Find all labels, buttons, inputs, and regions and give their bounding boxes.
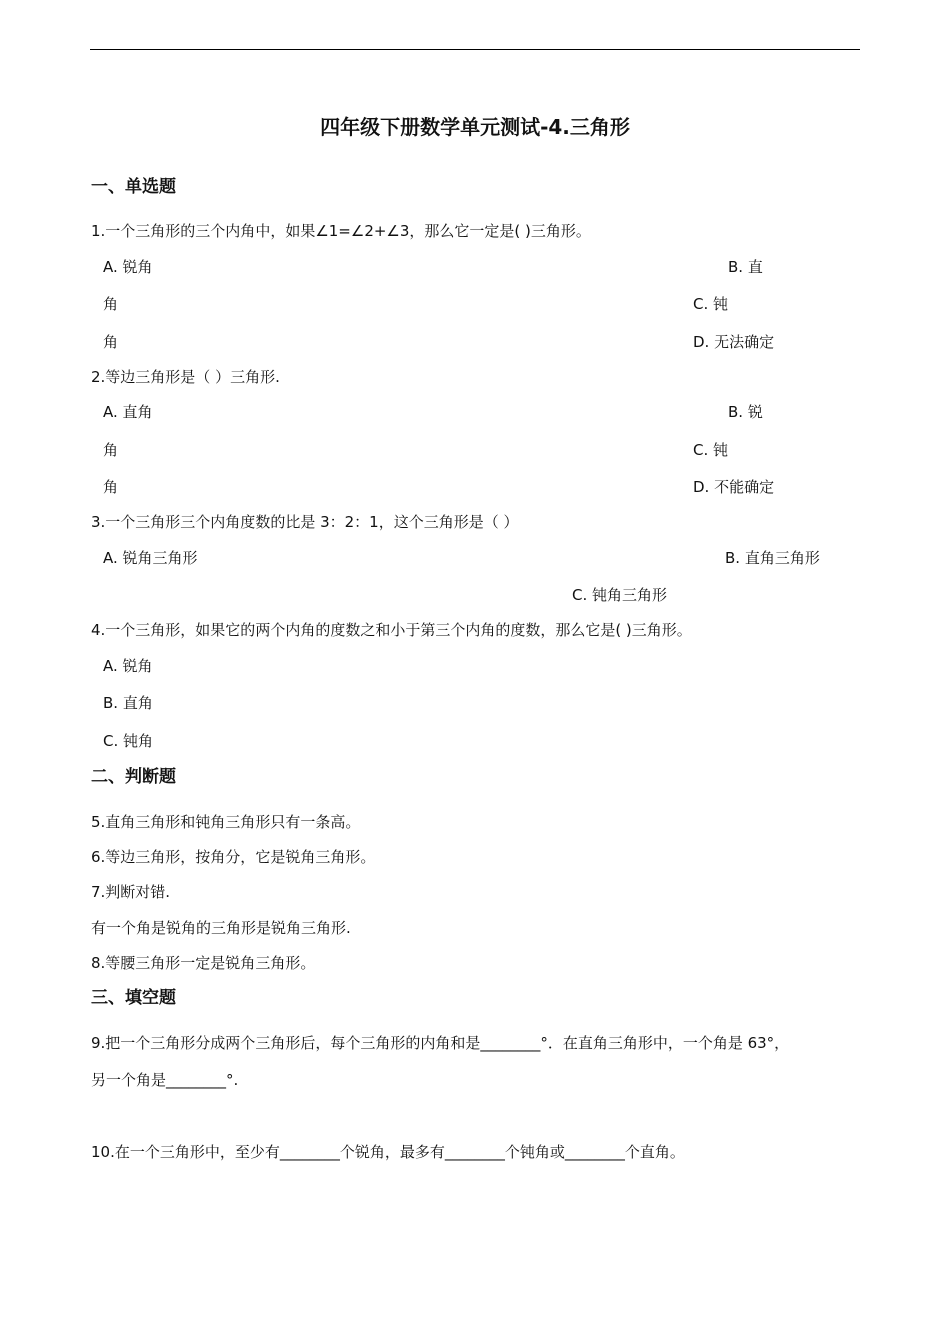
question-1-option-c[interactable]: C. 钝: [693, 295, 729, 313]
question-3-stem: 3.一个三角形三个内角度数的比是 3：2：1，这个三角形是（ ）: [91, 513, 519, 531]
question-1-option-c-wrap: 角: [103, 333, 119, 351]
header-rule: [90, 49, 860, 50]
question-2-option-c[interactable]: C. 钝: [693, 441, 729, 459]
question-9-line-2: 另一个角是________°.: [91, 1071, 239, 1089]
question-1-option-d[interactable]: D. 无法确定: [693, 333, 775, 351]
question-4-option-c[interactable]: C. 钝角: [103, 732, 154, 750]
question-3-option-a[interactable]: A. 锐角三角形: [103, 549, 198, 567]
question-2-option-a[interactable]: A. 直角: [103, 403, 153, 421]
question-7-statement: 有一个角是锐角的三角形是锐角三角形.: [91, 919, 351, 937]
question-1-option-b-wrap: 角: [103, 295, 119, 313]
question-5: 5.直角三角形和钝角三角形只有一条高。: [91, 813, 361, 831]
question-1-option-a[interactable]: A. 锐角: [103, 258, 153, 276]
question-2-option-b-wrap: 角: [103, 441, 119, 459]
question-4-option-a[interactable]: A. 锐角: [103, 657, 153, 675]
question-9-line-1: 9.把一个三角形分成两个三角形后，每个三角形的内角和是________°．在直角三角形中，一个角是 63°，: [91, 1034, 790, 1052]
question-4-stem: 4.一个三角形，如果它的两个内角的度数之和小于第三个内角的度数，那么它是( )三角形。: [91, 621, 692, 639]
question-2-stem: 2.等边三角形是（ ）三角形.: [91, 368, 280, 386]
question-4-option-b[interactable]: B. 直角: [103, 694, 153, 712]
question-3-option-c[interactable]: C. 钝角三角形: [572, 586, 668, 604]
question-6: 6.等边三角形，按角分，它是锐角三角形。: [91, 848, 376, 866]
question-1-stem: 1.一个三角形的三个内角中，如果∠1=∠2+∠3，那么它一定是( )三角形。: [91, 222, 591, 240]
section-heading-single-choice: 一、单选题: [91, 177, 176, 197]
question-2-option-c-wrap: 角: [103, 478, 119, 496]
question-2-option-b[interactable]: B. 锐: [728, 403, 763, 421]
question-2-option-d[interactable]: D. 不能确定: [693, 478, 775, 496]
question-7-stem: 7.判断对错.: [91, 883, 171, 901]
page-title: 四年级下册数学单元测试-4.三角形: [320, 115, 630, 139]
question-8: 8.等腰三角形一定是锐角三角形。: [91, 954, 316, 972]
question-3-option-b[interactable]: B. 直角三角形: [725, 549, 820, 567]
section-heading-true-false: 二、判断题: [91, 767, 176, 787]
section-heading-fill-blank: 三、填空题: [91, 988, 176, 1008]
question-1-option-b[interactable]: B. 直: [728, 258, 763, 276]
question-10: 10.在一个三角形中，至少有________个锐角，最多有________个钝角或________个直角。: [91, 1143, 685, 1161]
